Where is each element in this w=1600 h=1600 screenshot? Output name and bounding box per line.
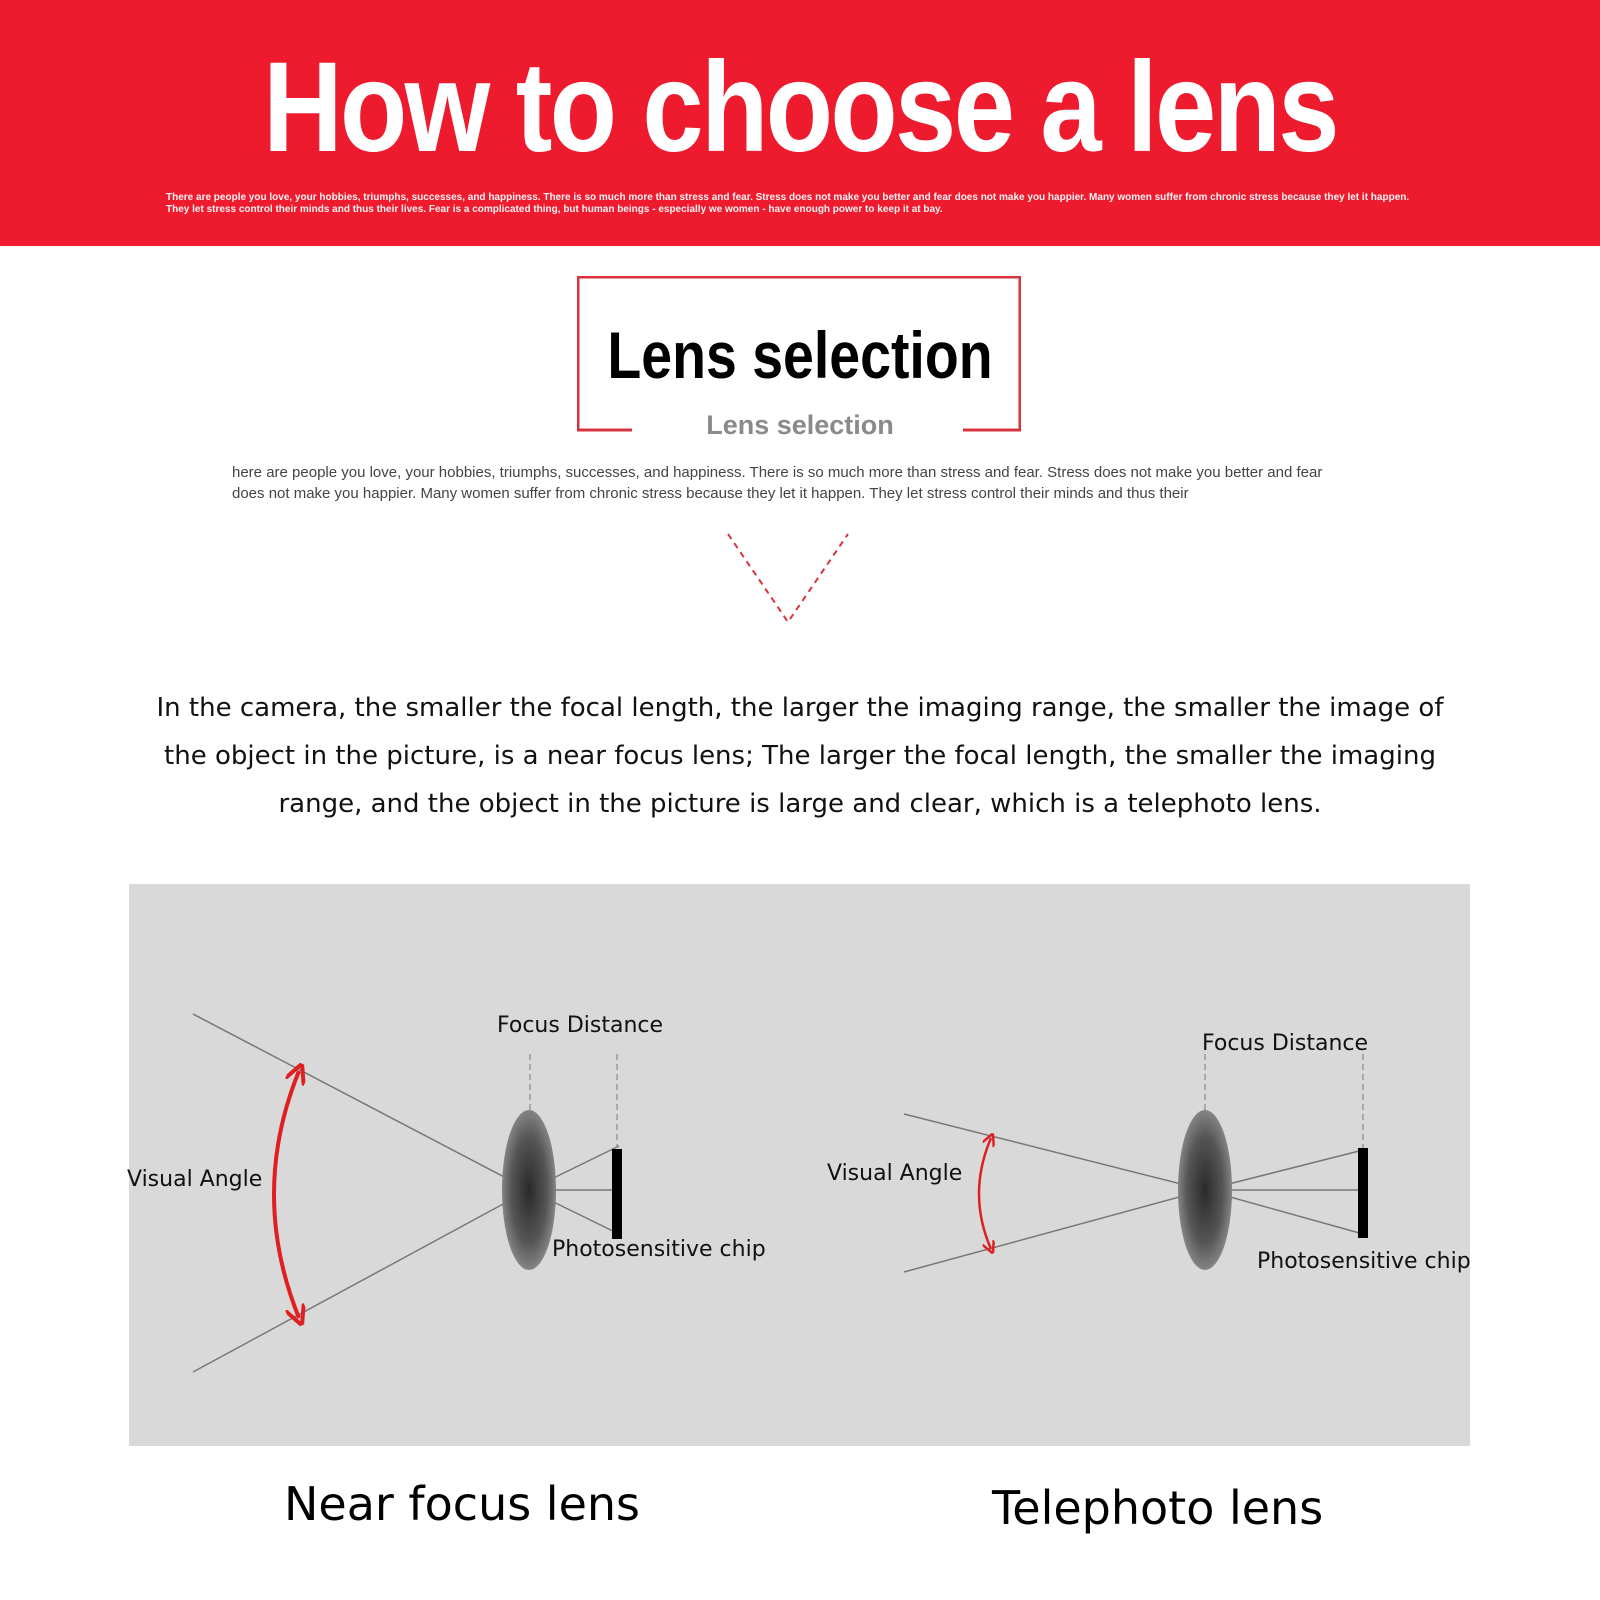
tele-focus-distance-label: Focus Distance — [1202, 1031, 1369, 1056]
near-focus-distance-label: Focus Distance — [497, 1013, 664, 1038]
tele-lens-icon — [1178, 1110, 1232, 1270]
banner-fine-print: There are people you love, your hobbies, triumphs, successes, and happiness. There is so much more than stress and fear. Stress does not make you better and fear does not make you happier. Many women suffer from chronic stress because they let it happen. They let stress control their minds and thus their lives. Fear is a complicated thing, but human beings - especially we women - have enough power to keep it at bay. — [166, 192, 1410, 215]
lens-diagram-graphic — [129, 884, 1470, 1446]
intro-paragraph: In the camera, the smaller the focal length, the larger the imaging range, the smaller the image of the object in the picture, is a near focus lens; The larger the focal length, the smaller the imaging range, and the object in the picture is large and clear, which is a telephoto lens. — [156, 693, 1444, 819]
chevron-down-icon — [720, 530, 850, 630]
near-focus-caption: Near focus lens — [284, 1477, 641, 1531]
tele-chip-icon — [1358, 1148, 1368, 1238]
near-chip-icon — [612, 1149, 622, 1239]
telephoto-diagram — [904, 1054, 1368, 1272]
header-banner — [0, 0, 1600, 246]
tele-chip-label: Photosensitive chip — [1257, 1249, 1471, 1274]
lens-diagram-panel — [129, 884, 1470, 1446]
tele-visual-angle-label: Visual Angle — [827, 1161, 963, 1186]
section-title: Lens selection — [607, 318, 993, 392]
near-chip-label: Photosensitive chip — [552, 1237, 766, 1262]
section-subtitle: Lens selection — [706, 410, 894, 440]
near-angle-arrow-icon — [274, 1071, 299, 1318]
near-lens-icon — [502, 1110, 556, 1270]
near-visual-angle-label: Visual Angle — [127, 1167, 263, 1192]
section-body-text: here are people you love, your hobbies, triumphs, successes, and happiness. There is so much more than stress and fear. Stress does not make you better and fear does not make you happier. Many women suffer from chronic stress because they let it happen. They let stress control their minds and thus their — [232, 464, 1323, 502]
telephoto-caption: Telephoto lens — [992, 1481, 1324, 1535]
tele-angle-arrow-icon — [979, 1138, 991, 1249]
page-title: How to choose a lens — [263, 36, 1337, 179]
